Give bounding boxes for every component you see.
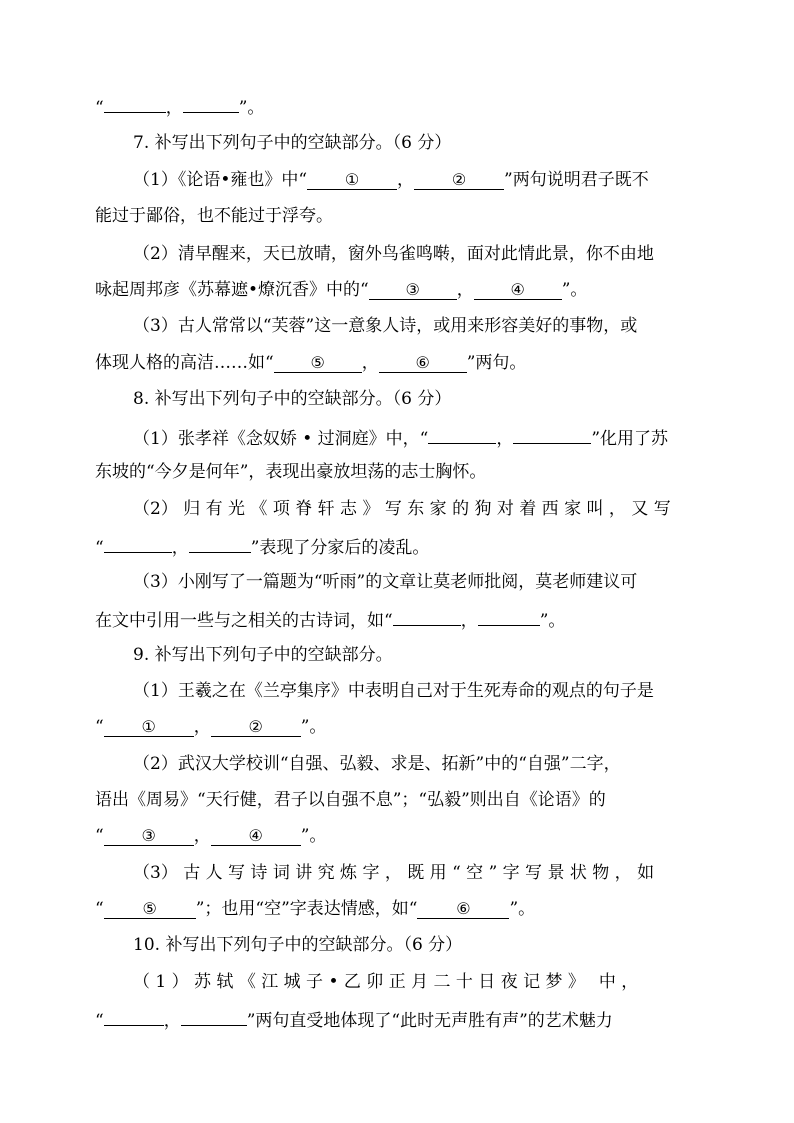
answer-blank[interactable]: ③: [104, 825, 194, 846]
question-line: “ ， ”表现了分家后的凌乱。: [95, 532, 705, 558]
question-line: （2）武汉大学校训“自强、弘毅、求是、拓新”中的“自强”二字，: [133, 754, 621, 774]
answer-blank[interactable]: ⑥: [379, 352, 467, 373]
answer-blank[interactable]: [393, 605, 461, 626]
answer-blank[interactable]: ②: [414, 169, 504, 190]
question-line: “ ① ， ② ”。: [95, 717, 327, 737]
answer-blank[interactable]: [428, 423, 496, 444]
question-title: 9. 补写出下列句子中的空缺部分。: [133, 645, 393, 665]
answer-blank[interactable]: ①: [307, 169, 397, 190]
answer-blank[interactable]: ⑤: [104, 898, 196, 919]
question-line: 咏起周邦彦《苏幕遮•燎沉香》中的“ ③ ， ④ ”。: [95, 280, 588, 300]
answer-blank[interactable]: [183, 92, 239, 113]
answer-blank[interactable]: ①: [104, 716, 194, 737]
answer-blank[interactable]: ③: [369, 279, 457, 300]
answer-blank[interactable]: [104, 532, 172, 553]
question-line: （1）《论语•雍也》中“ ① ， ② ”两句说明君子既不: [133, 170, 649, 190]
question-line: （3）小刚写了一篇题为“听雨”的文章让莫老师批阅，莫老师建议可: [133, 572, 638, 592]
question-line: 东坡的“今夕是何年”，表现出豪放坦荡的志士胸怀。: [95, 462, 487, 482]
question-line: （3） 古 人 写 诗 词 讲 究 炼 字 ， 既 用 “ 空 ” 字 写 景 状 物 ， 如: [133, 863, 655, 883]
question-line: （2） 归 有 光 《 项 脊 轩 志 》 写 东 家 的 狗 对 着 西 家 叫 ， 又 写: [133, 499, 671, 519]
answer-blank[interactable]: [478, 605, 540, 626]
question-line: “ ⑤ ”；也用“空”字表达情感，如“ ⑥ ”。: [95, 899, 536, 919]
answer-blank[interactable]: ⑤: [274, 352, 362, 373]
answer-blank[interactable]: [181, 1005, 247, 1026]
question-line: （1）王羲之在《兰亭集序》中表明自己对于生死寿命的观点的句子是: [133, 681, 654, 701]
question-line: 语出《周易》“天行健，君子以自强不息”；“弘毅”则出自《论语》的: [95, 790, 606, 810]
answer-blank[interactable]: ⑥: [417, 898, 509, 919]
answer-blank[interactable]: ④: [211, 825, 301, 846]
question-line: （2）清早醒来，天已放晴，窗外鸟雀鸣啭，面对此情此景，你不由地: [133, 244, 654, 264]
answer-blank[interactable]: [513, 423, 591, 444]
question-line: 体现人格的高洁……如“ ⑤ ， ⑥ ”两句。: [95, 353, 527, 373]
question-line: 能过于鄙俗，也不能过于浮夸。: [95, 206, 333, 226]
question-line: “ ③ ， ④ ”。: [95, 826, 327, 846]
answer-blank[interactable]: ④: [474, 279, 562, 300]
question-line: “ ， ”两句直受地体现了“此时无声胜有声”的艺术魅力: [95, 1005, 705, 1031]
question-line: （1）张孝祥《念奴娇 • 过洞庭》中，“ ， ”化用了苏: [133, 423, 705, 449]
answer-blank[interactable]: [189, 532, 251, 553]
answer-blank[interactable]: [104, 92, 166, 113]
question-line: （ 1 ） 苏 轼 《 江 城 子 • 乙 卯 正 月 二 十 日 夜 记 梦 》 中 ，: [133, 972, 639, 992]
answer-blank[interactable]: [104, 1005, 164, 1026]
question-title: 10. 补写出下列句子中的空缺部分。（6 分）: [133, 935, 463, 955]
fill-line: “ ， ”。: [95, 92, 705, 118]
question-title: 7. 补写出下列句子中的空缺部分。（6 分）: [133, 133, 452, 153]
answer-blank[interactable]: ②: [211, 716, 301, 737]
question-line: （3）古人常常以“芙蓉”这一意象人诗，或用来形容美好的事物，或: [133, 316, 638, 336]
question-title: 8. 补写出下列句子中的空缺部分。（6 分）: [133, 389, 452, 409]
question-line: 在文中引用一些与之相关的古诗词，如“ ， ”。: [95, 605, 705, 631]
